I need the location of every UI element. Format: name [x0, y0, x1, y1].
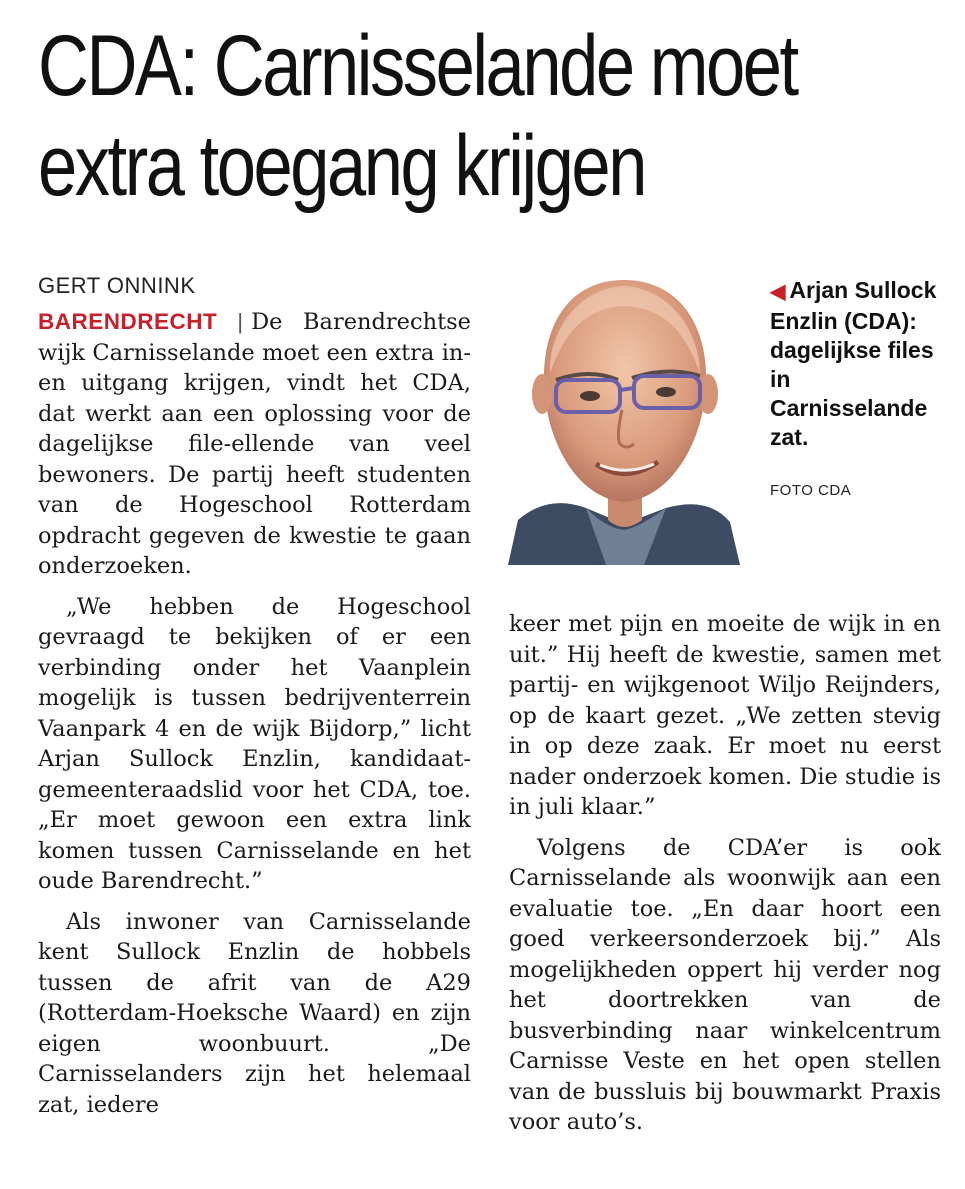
article-column-1 [38, 307, 471, 1120]
paragraph-4: Volgens de CDA’er is ook Carnisselande als woonwijk aan een evaluatie toe. „En daar hoort een goed verkeersonderzoek bij.” Als mogelijkheden oppert hij verder nog het doortrekken van de busverbinding naar winkelcentrum Carnisse Veste en het open stellen van de bussluis bij bouwmarkt Praxis voor auto’s. [509, 834, 941, 1135]
dateline-separator: | [237, 309, 244, 334]
paragraph-1: De Barendrechtse wijk Carnisselande moet een extra in- en uitgang krijgen, vindt het CDA, dat werkt aan een oplossing voor de dagelijkse file-ellende van veel bewoners. De partij heeft studenten van de Hogeschool Rotterdam opdracht gegeven de kwestie te gaan onderzoeken. [38, 309, 471, 579]
paragraph-3-start: Als inwoner van Carnisselande kent Sullock Enzlin de hobbels tussen de afrit van de A29 (Rotterdam-Hoeksche Waard) en zijn eigen woonbuurt. „De Carnisselanders zijn het helemaal zat, iedere [38, 908, 471, 1118]
portrait-illustration [508, 272, 740, 565]
photo-caption [770, 276, 950, 452]
paragraph-3-continued: keer met pijn en moeite de wijk in en uit.” Hij heeft de kwestie, samen met partij- en wijkgenoot Wiljo Reijnders, op de kaart gezet. „We zetten stevig in op deze zaak. Er moet nu eerst nader onderzoek komen. Die studie is in juli klaar.” [509, 611, 941, 820]
lead-paragraph [38, 307, 471, 582]
caption-arrow-icon: ◀ [770, 281, 786, 303]
byline: GERT ONNINK [38, 273, 196, 298]
headline-line-2: extra toegang krijgen [38, 118, 645, 214]
paragraph-2: „We hebben de Hogeschool gevraagd te bekijken of er een verbinding onder het Vaanplein mogelijk is tussen bedrijventerrein Vaanpark 4 en de wijk Bijdorp,” licht Arjan Sullock Enzlin, kandidaat-gemeenteraadslid voor het CDA, toe. „Er moet gewoon een extra link komen tussen Carnisselande en het oude Barendrecht.” [38, 593, 471, 894]
article-column-2 [509, 609, 941, 1138]
caption-text: Arjan Sullock Enzlin (CDA): dagelijkse files in Carnisselande zat. [770, 277, 937, 450]
portrait-photo [508, 272, 740, 565]
photo-credit: FOTO CDA [770, 482, 852, 499]
dateline: BARENDRECHT [38, 309, 218, 334]
headline [38, 16, 797, 216]
headline-line-1: CDA: Carnisselande moet [38, 18, 797, 114]
